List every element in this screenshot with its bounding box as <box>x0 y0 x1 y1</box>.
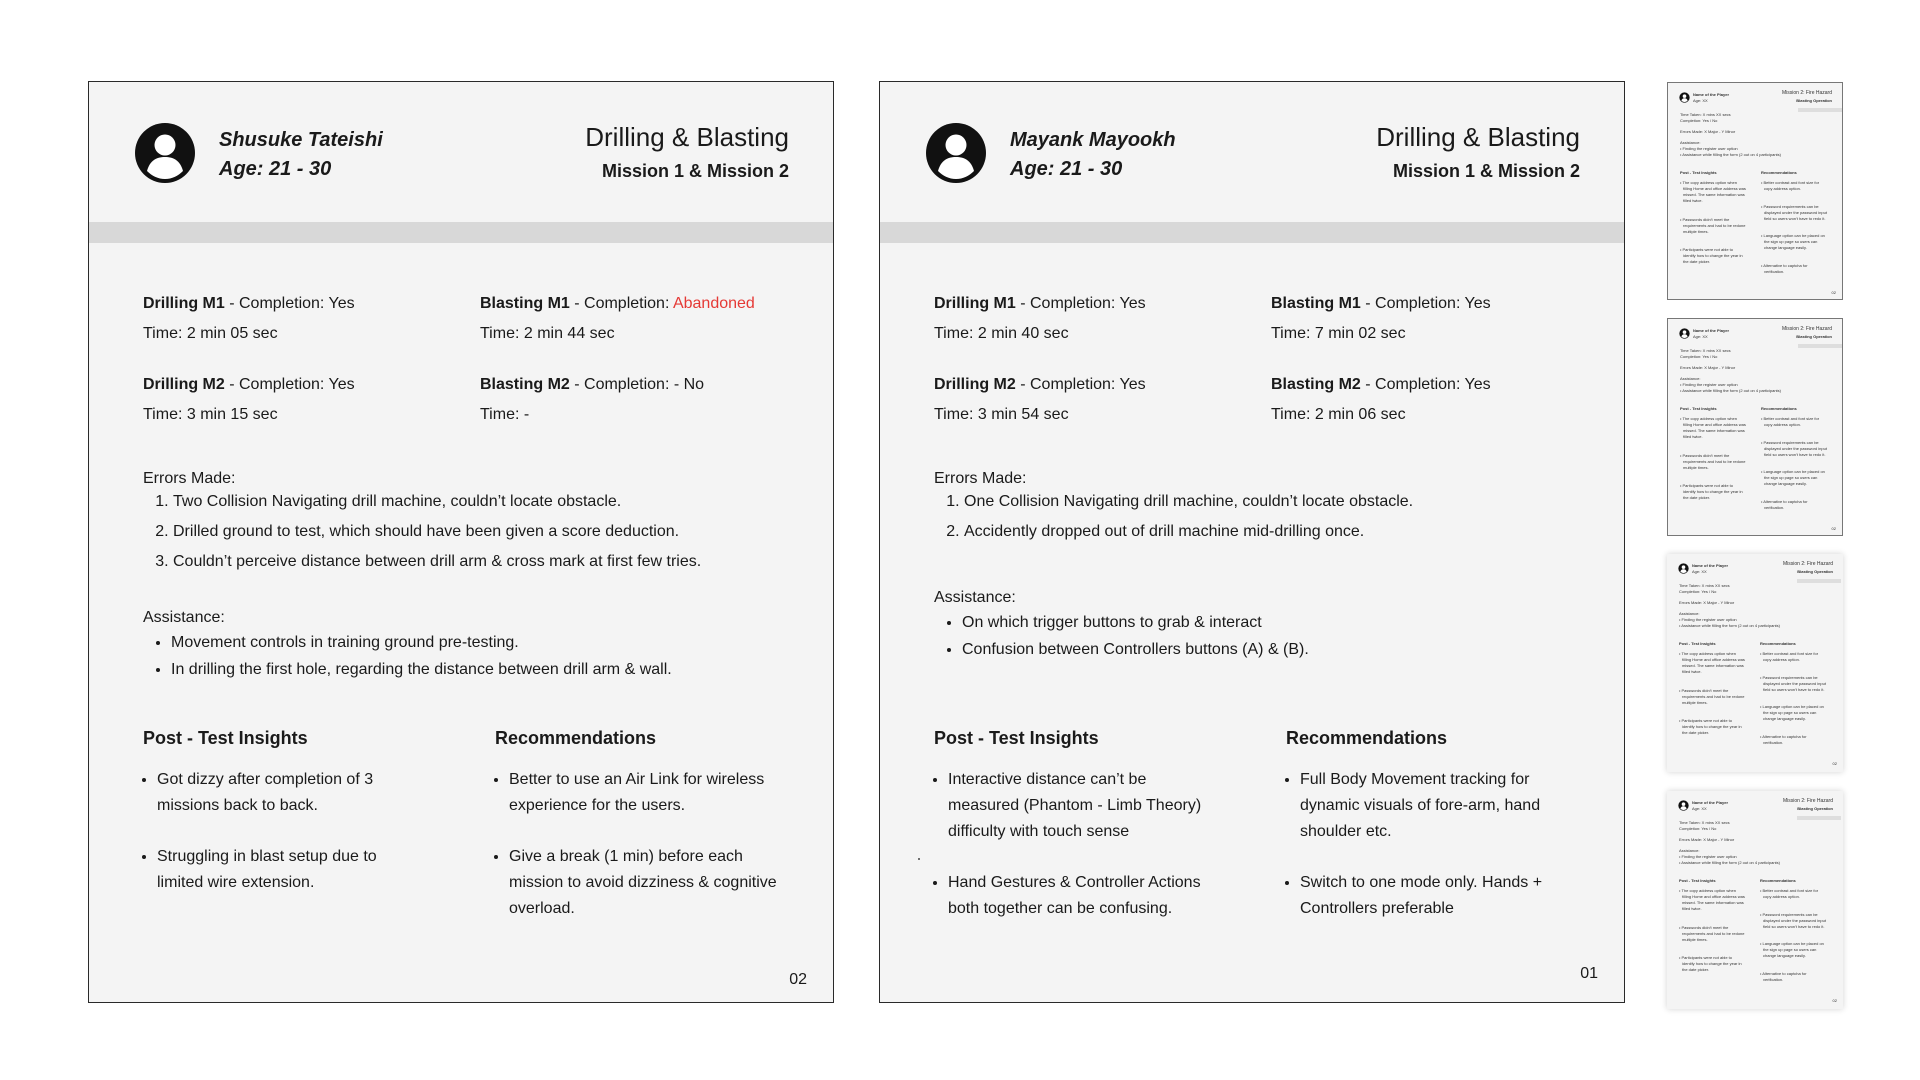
user-avatar-icon <box>133 121 197 185</box>
thumb-completion: Completion: Yes / No <box>1679 589 1717 594</box>
blasting-m1-completion: Blasting M1 - Completion: Abandoned <box>480 295 755 312</box>
thumb-recommendation-line: • Password requirements can be <box>1761 204 1819 209</box>
thumb-assist-item: • Finding the register user option <box>1680 146 1738 151</box>
thumb-time: Time Taken: X mins XX secs <box>1680 112 1731 117</box>
thumb-band <box>1797 579 1841 583</box>
thumb-recommendation-line: • Password requirements can be <box>1760 912 1818 917</box>
insights-list <box>135 767 425 921</box>
thumb-name: Name of the Player <box>1693 92 1730 97</box>
thumb-operation: Blasting Operation <box>1797 569 1833 574</box>
thumb-recommendation-line: • Better contrast and font size for <box>1761 416 1820 421</box>
thumb-recommendation-line: • Language option can be placed on <box>1760 941 1824 946</box>
thumb-assist-item: • Assistance while filling the form (2 out on 4 participants) <box>1679 860 1781 865</box>
thumb-insight-line: • Participants were not able to <box>1680 247 1733 252</box>
drilling-m1-completion: Drilling M1 - Completion: Yes <box>934 295 1146 312</box>
thumb-insight-line: • The copy address option when <box>1680 416 1737 421</box>
assistance-label: Assistance: <box>934 589 1016 606</box>
thumb-recommendation-line: • Better contrast and font size for <box>1760 651 1819 656</box>
thumb-insight-line: filling Home and office address was <box>1683 186 1746 191</box>
insights-list <box>926 767 1216 947</box>
thumb-name: Name of the Player <box>1692 563 1729 568</box>
thumb-band <box>1797 816 1841 820</box>
report-card-mayank <box>879 81 1625 1003</box>
thumb-errors: Errors Made: X Major - Y Minor <box>1679 837 1735 842</box>
thumb-time: Time Taken: X mins XX secs <box>1679 583 1730 588</box>
thumb-page-number: 02 <box>1831 526 1836 531</box>
thumb-recommendation-line: • Alternative to captcha for <box>1761 499 1808 504</box>
thumb-assist-item: • Finding the register user option <box>1679 854 1737 859</box>
thumb-recommendation-line: copy address option. <box>1763 894 1800 899</box>
user-avatar-icon <box>1678 800 1689 811</box>
thumb-insight-line: • The copy address option when <box>1679 651 1736 656</box>
thumb-operation: Blasting Operation <box>1796 334 1832 339</box>
insight-item: • Interactive distance can’t be measured (Phantom - Limb Theory) difficulty with touch sense <box>948 767 1216 845</box>
thumb-assistance: Assistance: <box>1680 140 1701 145</box>
thumb-insight-line: • Passwords didn't meet the <box>1679 688 1729 693</box>
thumb-name: Name of the Player <box>1692 800 1729 805</box>
thumb-recommendation-line: • Language option can be placed on <box>1761 469 1825 474</box>
assistance-item: • Confusion between Controllers buttons (A) & (B). <box>962 636 1574 663</box>
thumb-insight-line: the date picker. <box>1683 259 1711 264</box>
errors-list <box>143 487 783 577</box>
assistance-label: Assistance: <box>143 609 225 626</box>
recommendation-item: • Give a break (1 min) before each mission to avoid dizziness & cognitive overload. <box>509 844 787 922</box>
thumb-assist-item: • Finding the register user option <box>1680 382 1738 387</box>
thumb-recommendation-line: displayed under the password input <box>1764 446 1827 451</box>
thumb-recommendations-heading: Recommendations <box>1761 406 1797 411</box>
thumb-operation: Blasting Operation <box>1797 806 1833 811</box>
thumb-insight-line: requirements and had to be redone <box>1683 223 1746 228</box>
recommendation-item: • Switch to one mode only. Hands + Controllers preferable <box>1300 870 1568 922</box>
drilling-m1-time: Time: 2 min 40 sec <box>934 325 1069 342</box>
thumb-insight-line: identify how to change the year in <box>1682 724 1742 729</box>
thumb-recommendation-line: • Password requirements can be <box>1761 440 1819 445</box>
thumb-recommendation-line: verification. <box>1763 977 1784 982</box>
assistance-item: • Movement controls in training ground pre-testing. <box>171 629 783 656</box>
errors-list <box>934 487 1574 547</box>
thumb-mission: Mission 2: Fire Hazard <box>1781 90 1832 96</box>
error-item: 3. Couldn’t perceive distance between drill arm & cross mark at first few tries. <box>173 547 783 577</box>
report-title: Drilling & Blasting <box>1376 122 1580 152</box>
thumb-insight-line: multiple times. <box>1683 229 1709 234</box>
thumb-recommendation-line: displayed under the password input <box>1763 918 1826 923</box>
page-thumbnail-4[interactable] <box>1667 791 1843 1009</box>
thumb-errors: Errors Made: X Major - Y Minor <box>1680 129 1736 134</box>
thumb-assist-item: • Assistance while filling the form (2 out on 4 participants) <box>1680 388 1782 393</box>
thumb-age: Age: XX <box>1693 98 1708 103</box>
blasting-m1-time: Time: 2 min 44 sec <box>480 325 615 342</box>
card-header <box>89 82 833 222</box>
thumb-recommendation-line: the sign up page so users can <box>1764 475 1818 480</box>
error-item: 2. Accidently dropped out of drill machine mid-drilling once. <box>964 517 1574 547</box>
user-avatar-icon <box>924 121 988 185</box>
thumb-operation: Blasting Operation <box>1796 98 1832 103</box>
thumb-recommendation-line: • Alternative to captcha for <box>1761 263 1808 268</box>
thumb-mission: Mission 2: Fire Hazard <box>1782 561 1833 567</box>
thumb-age: Age: XX <box>1692 569 1707 574</box>
thumb-insight-line: filling Home and office address was <box>1682 894 1745 899</box>
recommendation-item: • Better to use an Air Link for wireless experience for the users. <box>509 767 787 819</box>
thumb-insight-line: • Participants were not able to <box>1680 483 1733 488</box>
insight-item: • Got dizzy after completion of 3 missions back to back. <box>157 767 425 819</box>
thumb-insight-line: • The copy address option when <box>1680 180 1737 185</box>
thumb-recommendation-line: the sign up page so users can <box>1763 710 1817 715</box>
thumb-assistance: Assistance: <box>1679 848 1700 853</box>
thumb-insight-line: • The copy address option when <box>1679 888 1736 893</box>
thumb-insight-line: filled twice. <box>1682 669 1702 674</box>
drilling-m1-completion: Drilling M1 - Completion: Yes <box>143 295 355 312</box>
thumb-insight-line: filled twice. <box>1683 198 1703 203</box>
page-number: 02 <box>789 971 807 988</box>
thumb-insight-line: missed. The same information was <box>1682 900 1744 905</box>
error-item: 2. Drilled ground to test, which should have been given a score deduction. <box>173 517 783 547</box>
page-number: 01 <box>1580 965 1598 982</box>
user-avatar-icon <box>1679 92 1690 103</box>
user-avatar-icon <box>1678 563 1689 574</box>
insights-heading: Post - Test Insights <box>143 728 308 748</box>
player-name: Shusuke Tateishi <box>219 129 383 151</box>
thumb-recommendation-line: copy address option. <box>1764 186 1801 191</box>
thumb-recommendation-line: verification. <box>1764 269 1785 274</box>
thumb-recommendations-heading: Recommendations <box>1760 878 1796 883</box>
thumb-insight-line: the date picker. <box>1682 967 1710 972</box>
thumb-recommendations-heading: Recommendations <box>1761 170 1797 175</box>
thumb-insight-line: requirements and had to be redone <box>1682 931 1745 936</box>
page-thumbnail-2[interactable] <box>1667 318 1843 536</box>
thumb-insight-line: • Passwords didn't meet the <box>1680 217 1730 222</box>
thumb-recommendation-line: field so users won't have to redo it. <box>1763 687 1825 692</box>
thumb-insights-heading: Post - Test Insights <box>1679 878 1716 883</box>
report-title: Drilling & Blasting <box>585 122 789 152</box>
insights-heading: Post - Test Insights <box>934 728 1099 748</box>
thumb-recommendation-line: • Alternative to captcha for <box>1760 734 1807 739</box>
thumb-insight-line: requirements and had to be redone <box>1682 694 1745 699</box>
error-item: 1. One Collision Navigating drill machine, couldn’t locate obstacle. <box>964 487 1574 517</box>
thumb-band <box>1798 108 1842 112</box>
thumb-mission: Mission 2: Fire Hazard <box>1782 798 1833 804</box>
thumb-completion: Completion: Yes / No <box>1680 354 1718 359</box>
header-divider <box>89 222 833 243</box>
thumb-assist-item: • Finding the register user option <box>1679 617 1737 622</box>
thumb-assistance: Assistance: <box>1679 611 1700 616</box>
thumb-insight-line: • Participants were not able to <box>1679 955 1732 960</box>
thumb-recommendation-line: • Alternative to captcha for <box>1760 971 1807 976</box>
player-age: Age: 21 - 30 <box>1010 158 1123 180</box>
recommendations-list <box>1278 767 1568 947</box>
page-thumbnail-1[interactable] <box>1667 82 1843 300</box>
thumb-recommendation-line: copy address option. <box>1764 422 1801 427</box>
thumb-mission: Mission 2: Fire Hazard <box>1781 326 1832 332</box>
thumb-recommendation-line: change language easily. <box>1764 481 1807 486</box>
thumb-insight-line: missed. The same information was <box>1683 192 1745 197</box>
thumb-recommendation-line: • Better contrast and font size for <box>1760 888 1819 893</box>
drilling-m2-completion: Drilling M2 - Completion: Yes <box>934 376 1146 393</box>
thumb-recommendation-line: • Password requirements can be <box>1760 675 1818 680</box>
thumb-insights-heading: Post - Test Insights <box>1679 641 1716 646</box>
thumb-insight-line: filling Home and office address was <box>1682 657 1745 662</box>
thumb-page-number: 02 <box>1832 998 1837 1003</box>
thumb-recommendation-line: • Language option can be placed on <box>1760 704 1824 709</box>
thumb-recommendation-line: field so users won't have to redo it. <box>1764 452 1826 457</box>
blasting-m2-completion: Blasting M2 - Completion: Yes <box>1271 376 1491 393</box>
thumb-insights-heading: Post - Test Insights <box>1680 170 1717 175</box>
thumb-insight-line: identify how to change the year in <box>1682 961 1742 966</box>
blasting-m1-completion: Blasting M1 - Completion: Yes <box>1271 295 1491 312</box>
report-card-shusuke <box>88 81 834 1003</box>
thumb-recommendation-line: displayed under the password input <box>1764 210 1827 215</box>
thumb-age: Age: XX <box>1692 806 1707 811</box>
insight-item: • Struggling in blast setup due to limited wire extension. <box>157 844 425 896</box>
recommendations-list <box>487 767 787 947</box>
thumb-recommendation-line: change language easily. <box>1764 245 1807 250</box>
thumb-assist-item: • Assistance while filling the form (2 out on 4 participants) <box>1680 152 1782 157</box>
thumb-recommendation-line: the sign up page so users can <box>1763 947 1817 952</box>
blasting-m2-time: Time: - <box>480 406 530 423</box>
thumb-page-number: 02 <box>1831 290 1836 295</box>
user-avatar-icon <box>1679 328 1690 339</box>
thumb-insight-line: • Passwords didn't meet the <box>1680 453 1730 458</box>
thumb-errors: Errors Made: X Major - Y Minor <box>1679 600 1735 605</box>
error-item: 1. Two Collision Navigating drill machine, couldn’t locate obstacle. <box>173 487 783 517</box>
assistance-list <box>934 609 1574 663</box>
thumb-errors: Errors Made: X Major - Y Minor <box>1680 365 1736 370</box>
errors-label: Errors Made: <box>934 470 1027 487</box>
thumb-recommendation-line: verification. <box>1764 505 1785 510</box>
thumb-assistance: Assistance: <box>1680 376 1701 381</box>
thumb-age: Age: XX <box>1693 334 1708 339</box>
thumb-assist-item: • Assistance while filling the form (2 out on 4 participants) <box>1679 623 1781 628</box>
thumb-recommendation-line: field so users won't have to redo it. <box>1764 216 1826 221</box>
recommendations-heading: Recommendations <box>495 728 657 748</box>
recommendations-heading: Recommendations <box>1286 728 1448 748</box>
drilling-m2-time: Time: 3 min 54 sec <box>934 406 1069 423</box>
player-age: Age: 21 - 30 <box>219 158 332 180</box>
thumb-recommendation-line: change language easily. <box>1763 716 1806 721</box>
thumb-insight-line: filled twice. <box>1683 434 1703 439</box>
thumb-time: Time Taken: X mins XX secs <box>1679 820 1730 825</box>
thumb-insight-line: missed. The same information was <box>1683 428 1745 433</box>
thumb-recommendation-line: field so users won't have to redo it. <box>1763 924 1825 929</box>
report-missions: Mission 1 & Mission 2 <box>1392 161 1580 181</box>
thumb-recommendation-line: verification. <box>1763 740 1784 745</box>
assistance-list <box>143 629 783 683</box>
blasting-m2-time: Time: 2 min 06 sec <box>1271 406 1406 423</box>
insight-item: • Hand Gestures & Controller Actions both together can be confusing. <box>948 870 1216 922</box>
thumb-completion: Completion: Yes / No <box>1680 118 1718 123</box>
thumb-insight-line: filling Home and office address was <box>1683 422 1746 427</box>
card-header <box>880 82 1624 222</box>
thumb-recommendation-line: change language easily. <box>1763 953 1806 958</box>
thumb-insight-line: • Passwords didn't meet the <box>1679 925 1729 930</box>
thumb-recommendation-line: • Language option can be placed on <box>1761 233 1825 238</box>
blasting-m2-completion: Blasting M2 - Completion: - No <box>480 376 705 393</box>
thumb-name: Name of the Player <box>1693 328 1730 333</box>
thumb-completion: Completion: Yes / No <box>1679 826 1717 831</box>
thumb-insight-line: identify how to change the year in <box>1683 489 1743 494</box>
recommendation-item: • Full Body Movement tracking for dynamic visuals of fore-arm, hand shoulder etc. <box>1300 767 1568 845</box>
thumb-page-number: 02 <box>1832 761 1837 766</box>
thumb-insight-line: multiple times. <box>1682 937 1708 942</box>
report-missions: Mission 1 & Mission 2 <box>601 161 789 181</box>
player-name: Mayank Mayookh <box>1010 129 1176 151</box>
thumb-insight-line: missed. The same information was <box>1682 663 1744 668</box>
thumb-insight-line: multiple times. <box>1683 465 1709 470</box>
thumb-insight-line: requirements and had to be redone <box>1683 459 1746 464</box>
assistance-item: • On which trigger buttons to grab & interact <box>962 609 1574 636</box>
page-thumbnail-3[interactable] <box>1667 554 1843 772</box>
thumb-recommendation-line: the sign up page so users can <box>1764 239 1818 244</box>
thumb-insights-heading: Post - Test Insights <box>1680 406 1717 411</box>
drilling-m1-time: Time: 2 min 05 sec <box>143 325 278 342</box>
blasting-m1-time: Time: 7 min 02 sec <box>1271 325 1406 342</box>
drilling-m2-completion: Drilling M2 - Completion: Yes <box>143 376 355 393</box>
assistance-item: • In drilling the first hole, regarding the distance between drill arm & wall. <box>171 656 783 683</box>
stray-dot <box>918 858 920 860</box>
thumb-insight-line: • Participants were not able to <box>1679 718 1732 723</box>
thumb-insight-line: identify how to change the year in <box>1683 253 1743 258</box>
abandoned-status: Abandoned <box>672 295 755 312</box>
thumb-recommendation-line: copy address option. <box>1763 657 1800 662</box>
thumb-insight-line: filled twice. <box>1682 906 1702 911</box>
thumb-band <box>1798 344 1842 348</box>
thumb-time: Time Taken: X mins XX secs <box>1680 348 1731 353</box>
thumb-insight-line: the date picker. <box>1682 730 1710 735</box>
header-divider <box>880 222 1624 243</box>
thumb-insight-line: the date picker. <box>1683 495 1711 500</box>
thumb-recommendation-line: displayed under the password input <box>1763 681 1826 686</box>
thumb-recommendation-line: • Better contrast and font size for <box>1761 180 1820 185</box>
drilling-m2-time: Time: 3 min 15 sec <box>143 406 278 423</box>
errors-label: Errors Made: <box>143 470 236 487</box>
thumb-recommendations-heading: Recommendations <box>1760 641 1796 646</box>
thumb-insight-line: multiple times. <box>1682 700 1708 705</box>
